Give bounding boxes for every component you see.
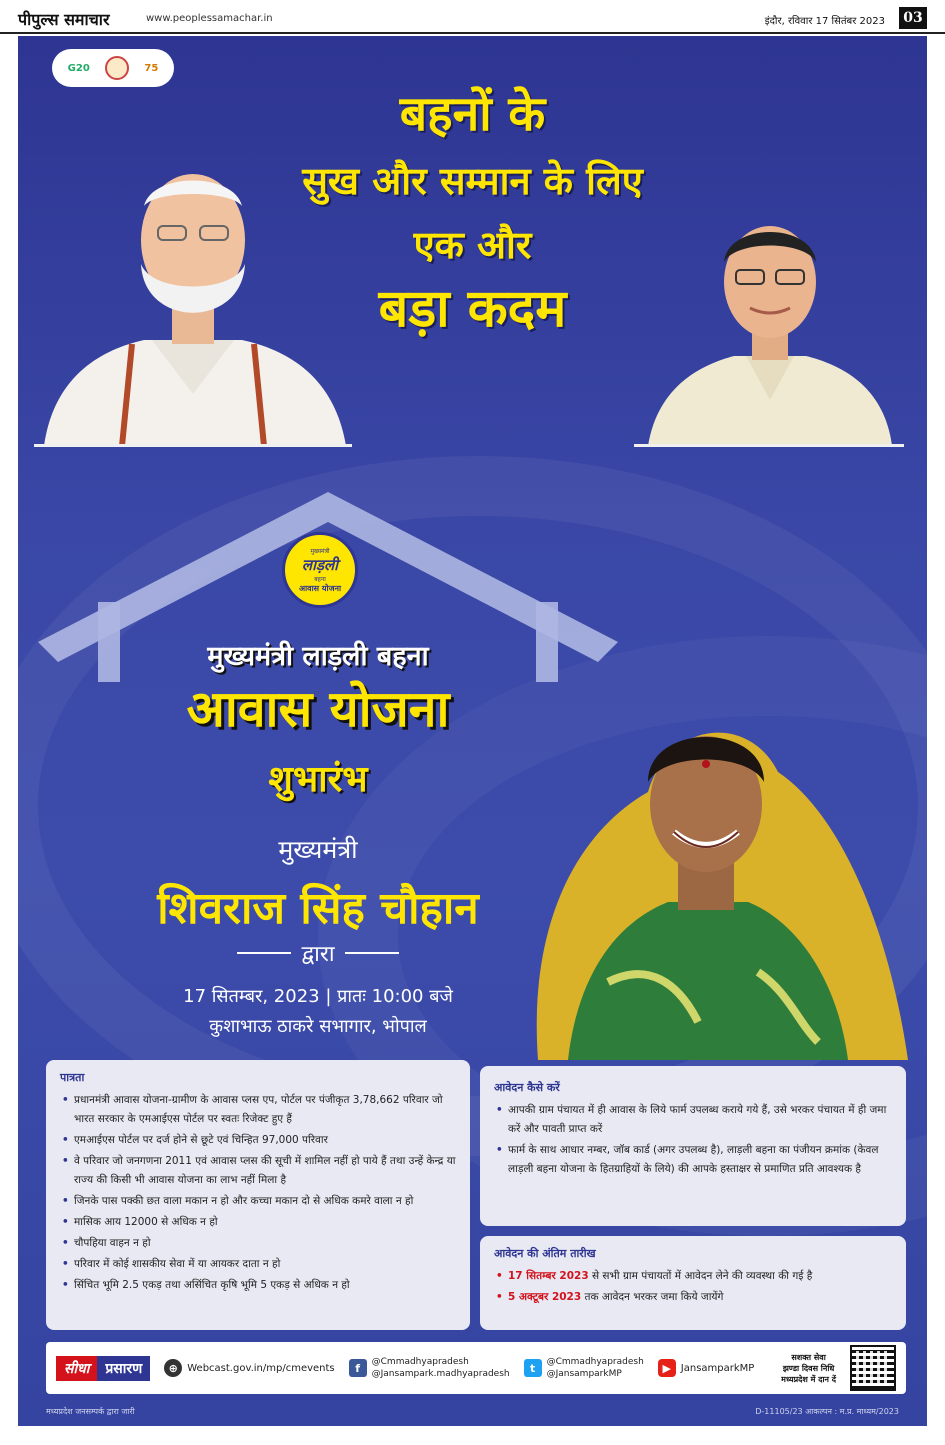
last-date-panel xyxy=(480,1236,906,1330)
portrait-left-base xyxy=(34,444,352,447)
newspaper-url[interactable]: www.peoplessamachar.in xyxy=(146,13,273,24)
slogan-line-3: मध्यप्रदेश में दान दें xyxy=(781,1374,836,1384)
eligibility-panel xyxy=(46,1060,470,1330)
twitter-handles[interactable] xyxy=(524,1356,644,1380)
how-to-apply-panel xyxy=(480,1066,906,1226)
portrait-right-base xyxy=(634,444,904,447)
globe-icon: ⊕ xyxy=(164,1359,182,1377)
headline-line-3: एक और xyxy=(413,223,532,267)
list-item: • परिवार में कोई शासकीय सेवा में या आयकर दाता न हो xyxy=(60,1255,456,1274)
logo-top-text: मुख्यमंत्री xyxy=(310,547,330,555)
flag-day-slogan xyxy=(781,1352,836,1385)
by-text: द्वारा xyxy=(301,942,335,967)
ladli-behna-awas-logo xyxy=(282,532,358,608)
slogan-line-2: झण्डा दिवस निधि xyxy=(782,1363,835,1373)
facebook-handles[interactable] xyxy=(349,1356,510,1380)
logo-bottom-text: आवास योजना xyxy=(298,583,342,593)
portrait-right-illustration xyxy=(634,204,904,446)
issuer-note: मध्यप्रदेश जनसम्पर्क द्वारा जारी xyxy=(46,1407,135,1416)
issue-date: इंदौर, रविवार 17 सितंबर 2023 xyxy=(764,16,885,27)
state-emblem-icon xyxy=(105,56,129,80)
ad-code: D-11105/23 आकल्पन : म.प्र. माध्यम/2023 xyxy=(755,1407,899,1416)
government-advertisement xyxy=(18,36,927,1426)
list-item: • सिंचित भूमि 2.5 एकड़ तथा असिंचित कृषि भूमि 5 एकड़ से अधिक न हो xyxy=(60,1276,456,1295)
youtube-icon: ▶ xyxy=(658,1359,676,1377)
qr-code[interactable] xyxy=(850,1345,896,1391)
logo-side-text: बहना xyxy=(314,575,326,583)
item-text: तक आवेदन भरकर जमा किये जायेंगे xyxy=(581,1291,724,1303)
item-text: से सभी ग्राम पंचायतों में आवेदन लेने की व्यवस्था की गई है xyxy=(588,1270,813,1282)
divider xyxy=(345,952,399,954)
list-item xyxy=(494,1267,892,1286)
twitter-handle-1: @Cmmadhyapradesh xyxy=(546,1357,644,1367)
page-number: 03 xyxy=(899,7,927,29)
portrait-left-illustration xyxy=(34,144,352,446)
list-item: • वे परिवार जो जनगणना 2011 एवं आवास प्लस की सूची में शामिल नहीं हो पाये हैं तथा उन्हें केन्द्र या राज्य की किसी भी आवास योजना का लाभ नहीं मिला है xyxy=(60,1152,456,1190)
headline-line-2: सुख और सम्मान के लिए xyxy=(302,159,643,203)
scheme-title-line-1: मुख्यमंत्री लाड़ली बहना xyxy=(207,641,429,672)
cm-label: मुख्यमंत्री xyxy=(278,835,358,864)
portrait-right xyxy=(634,204,904,446)
list-item: • फार्म के साथ आधार नम्बर, जॉब कार्ड (अगर उपलब्ध है), लाड़ली बहना का पंजीयन क्रमांक (केवल लाड़ली बहना योजना के हितग्राहियों के लिये) की आपके हस्ताक्षर से प्रमाणित प्रति आवश्यक है xyxy=(494,1141,892,1179)
by-row xyxy=(218,938,418,968)
eligibility-title: पात्रता xyxy=(60,1071,85,1084)
portrait-left xyxy=(34,144,352,446)
headline-line-1: बहनों के xyxy=(399,86,546,142)
facebook-handle-1: @Cmmadhyapradesh xyxy=(371,1357,469,1367)
highlight-date: 5 अक्टूबर 2023 xyxy=(508,1291,582,1303)
amrit-mahotsav-logo: 75 xyxy=(144,62,159,74)
facebook-handle-2: @Jansampark.madhyapradesh xyxy=(371,1369,510,1379)
newspaper-logo: पीपुल्स समाचार xyxy=(18,10,110,29)
list-item: • मासिक आय 12000 से अधिक न हो xyxy=(60,1213,456,1232)
event-date-time: 17 सितम्बर, 2023 | प्रातः 10:00 बजे xyxy=(183,986,453,1007)
headline-line-4: बड़ा कदम xyxy=(378,279,567,339)
highlight-date: 17 सितम्बर 2023 xyxy=(508,1270,589,1282)
list-item: • जिनके पास पक्की छत वाला मकान न हो और कच्चा मकान दो से अधिक कमरे वाला न हो xyxy=(60,1192,456,1211)
how-to-apply-list xyxy=(494,1101,892,1179)
beneficiary-illustration xyxy=(498,682,914,1060)
divider xyxy=(237,952,291,954)
live-broadcast-badge xyxy=(56,1356,150,1381)
list-item: • एमआईएस पोर्टल पर दर्ज होने से छूटे एवं चिन्हित 97,000 परिवार xyxy=(60,1131,456,1150)
webcast-link[interactable] xyxy=(164,1359,334,1377)
broadcast-label: प्रसारण xyxy=(97,1356,150,1381)
how-to-apply-title: आवेदन कैसे करें xyxy=(494,1081,560,1094)
youtube-handle[interactable] xyxy=(658,1359,755,1377)
g20-logo: G20 xyxy=(67,62,90,74)
twitter-icon: t xyxy=(524,1359,542,1377)
last-date-title: आवेदन की अंतिम तारीख xyxy=(494,1247,596,1260)
list-item: • चौपहिया वाहन न हो xyxy=(60,1234,456,1253)
last-date-list xyxy=(494,1267,892,1307)
newspaper-masthead xyxy=(0,0,945,34)
footer-strip xyxy=(46,1342,906,1394)
beneficiary-photo xyxy=(498,682,914,1060)
eligibility-list xyxy=(60,1091,456,1295)
list-item: • प्रधानमंत्री आवास योजना-ग्रामीण के आवास प्लस एप, पोर्टल पर पंजीकृत 3,78,662 परिवार जो भारत सरकार के एमआईएस पोर्टल पर स्वतः रिजेक्ट हुए हैं xyxy=(60,1091,456,1129)
twitter-handle-2: @JansamparkMP xyxy=(546,1369,622,1379)
webcast-url: Webcast.gov.in/mp/cmevents xyxy=(187,1362,335,1374)
list-item: • आपकी ग्राम पंचायत में ही आवास के लिये फार्म उपलब्ध कराये गये हैं, उसे भरकर पंचायत में ही जमा करें और पावती प्राप्त करें xyxy=(494,1101,892,1139)
slogan-line-1: सशक्त सेवा xyxy=(791,1352,826,1362)
facebook-icon: f xyxy=(349,1359,367,1377)
youtube-channel: JansamparkMP xyxy=(680,1362,755,1374)
logo-main-text: लाड़ली xyxy=(301,555,339,574)
cm-name: शिवराज सिंह चौहान xyxy=(157,883,479,934)
launch-label: शुभारंभ xyxy=(268,759,368,800)
list-item xyxy=(494,1288,892,1307)
live-label: सीधा xyxy=(56,1356,97,1381)
scheme-title-line-2: आवास योजना xyxy=(186,680,450,738)
event-venue: कुशाभाऊ ठाकरे सभागार, भोपाल xyxy=(209,1016,427,1037)
